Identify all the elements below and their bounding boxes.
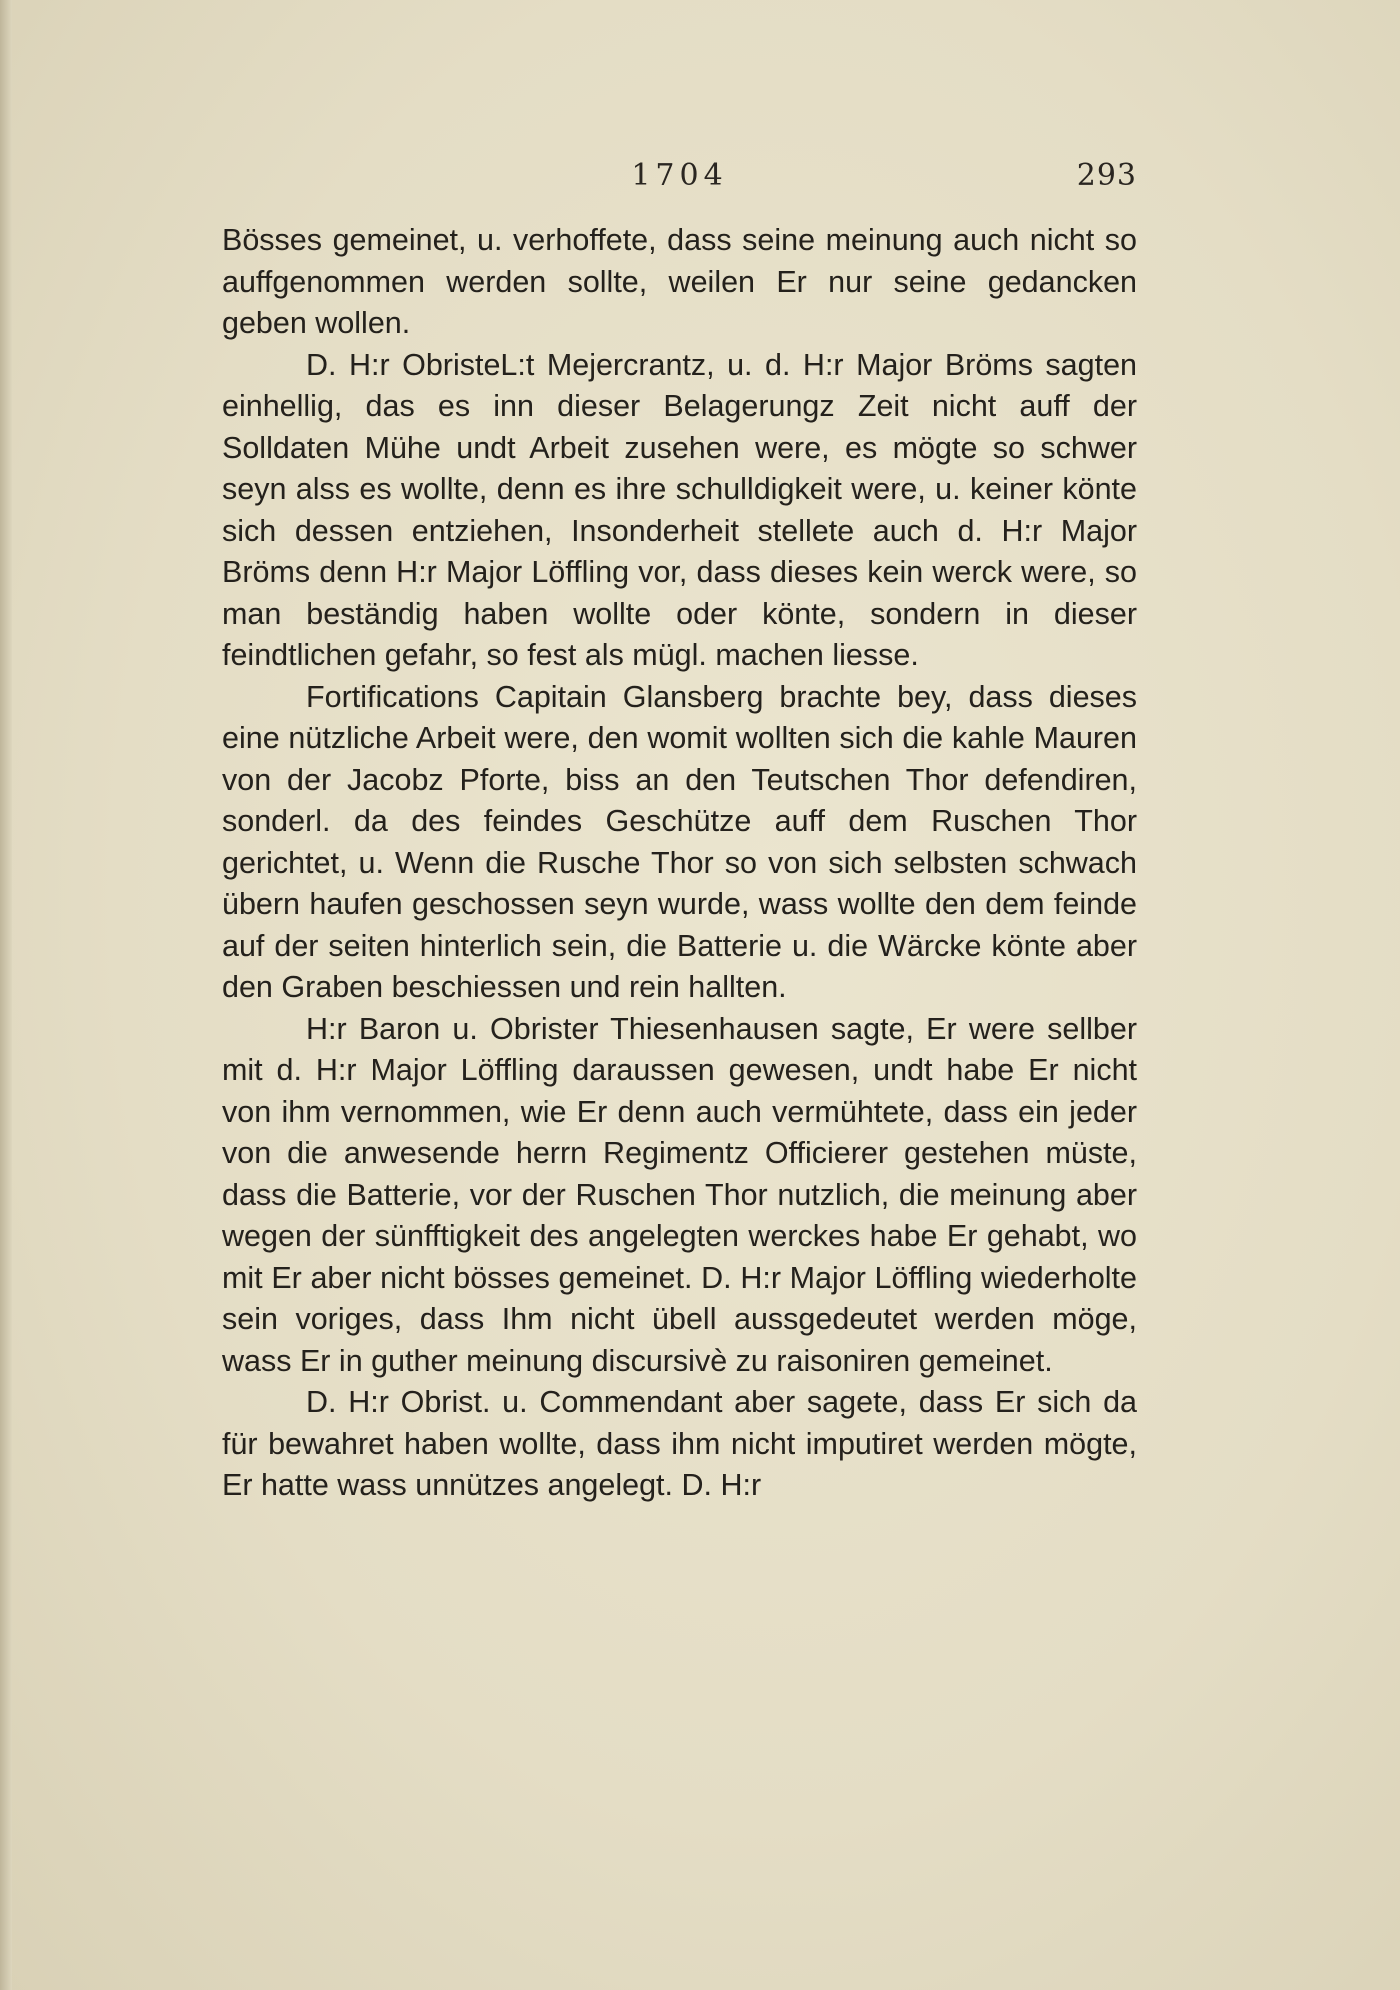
running-header — [222, 158, 1137, 198]
paragraph: D. H:r Obrist. u. Commendant aber sagete, dass Er sich da für bewahret haben wollte, dass ihm nicht imputiret werden mögte, Er hatte wass unnützes angelegt. D. H:r — [222, 1385, 1137, 1502]
paragraph: D. H:r ObristeL:t Mejercrantz, u. d. H:r Major Bröms sagten einhellig, das es inn dieser Belagerungz Zeit nicht auff der Solldaten Mühe undt Arbeit zusehen were, es mögte so schwer seyn alss es wollte, denn es ihre schulldigkeit were, u. keiner könte sich dessen entziehen, Insonderheit stellete auch d. H:r Major Bröms denn H:r Major Löffling vor, dass dieses kein werck were, so man beständig haben wollte oder könte, sondern in dieser feindtlichen gefahr, so fest als mügl. machen liesse. — [222, 347, 1137, 672]
page-number: 293 — [1076, 158, 1137, 193]
header-year: 1704 — [631, 158, 728, 193]
paragraph: H:r Baron u. Obrister Thiesenhausen sagte, Er were sellber mit d. H:r Major Löffling daraussen gewesen, undt habe Er nicht von ihm vernommen, wie Er denn auch vermühtete, dass ein jeder von die anwesende herrn Regimentz Officierer gestehen müste, dass die Batterie, vor der Ruschen Thor nutzlich, die meinung aber wegen der sünfftigkeit des angelegten werckes habe Er gehabt, wo mit Er aber nicht bösses gemeinet. D. H:r Major Löffling wiederholte sein voriges, dass Ihm nicht übell aussgedeutet werden möge, wass Er in guther meinung discursivè zu raisoniren gemeinet. — [222, 1011, 1137, 1378]
paragraph-continuation: Bösses gemeinet, u. verhoffete, dass seine meinung auch nicht so auffgenommen werden sollte, weilen Er nur seine gedancken geben wollen. — [222, 223, 1137, 340]
page-binding-edge — [0, 0, 12, 1990]
body-text — [222, 220, 1137, 1507]
paragraph: Fortifications Capitain Glansberg brachte bey, dass dieses eine nützliche Arbeit were, den womit wollten sich die kahle Mauren von der Jacobz Pforte, biss an den Teutschen Thor defendiren, sonderl. da des feindes Geschütze auff dem Ruschen Thor gerichtet, u. Wenn die Rusche Thor so von sich selbsten schwach übern haufen geschossen seyn wurde, wass wollte den dem feinde auf der seiten hinterlich sein, die Batterie u. die Wärcke könte aber den Graben beschiessen und rein hallten. — [222, 679, 1137, 1004]
